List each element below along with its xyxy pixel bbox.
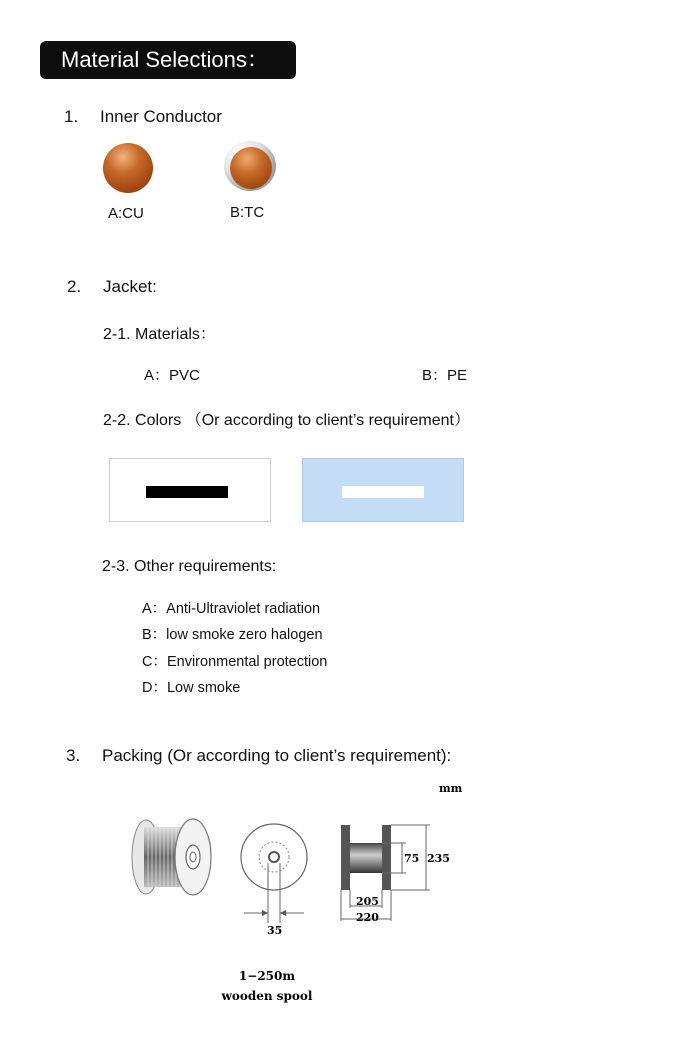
- inner-width-label: 205: [356, 895, 379, 908]
- requirement-item: D：Low smoke: [142, 680, 241, 696]
- spool-length-caption: 1−250m: [238, 969, 296, 983]
- requirement-item: A：Anti-Ultraviolet radiation: [142, 601, 321, 617]
- section-title: Packing (Or according to client’s requirement):: [102, 746, 452, 765]
- section-number: 3.: [66, 746, 81, 765]
- section-inner-conductor: [64, 107, 464, 129]
- material-option-pe: B：PE: [422, 367, 468, 384]
- section-title: Inner Conductor: [100, 107, 222, 126]
- other-requirements-heading: 2-3. Other requirements:: [102, 558, 277, 575]
- outer-width-label: 220: [356, 911, 379, 924]
- hole-diameter-label: 35: [267, 924, 283, 937]
- conductor-option-cu: A:CU: [108, 205, 144, 222]
- section-jacket: [67, 277, 367, 299]
- unit-label: mm: [439, 782, 463, 795]
- wooden-spool-diagram: [120, 775, 480, 1015]
- requirement-item: B：low smoke zero halogen: [142, 627, 323, 643]
- section-title: Jacket:: [103, 277, 157, 296]
- color-swatch-white: [302, 458, 464, 522]
- conductor-option-tc: B:TC: [230, 204, 265, 221]
- section-number: 2.: [67, 277, 82, 296]
- section-packing: [66, 746, 566, 768]
- materials-heading: 2-1. Materials：: [103, 326, 216, 343]
- spool-front-view: [241, 824, 307, 923]
- requirement-item: C：Environmental protection: [142, 654, 328, 670]
- material-option-pvc: A：PVC: [144, 367, 200, 384]
- tinned-copper-conductor-swatch: [230, 147, 272, 189]
- white-bar: [342, 486, 424, 498]
- color-swatch-black: [109, 458, 271, 522]
- spool-type-caption: wooden spool: [221, 989, 313, 1003]
- spool-perspective-view: [132, 819, 211, 895]
- colors-heading: 2-2. Colors （Or according to client’s requirement）: [103, 412, 470, 429]
- page-title: Material Selections：: [40, 41, 296, 79]
- section-number: 1.: [64, 107, 79, 126]
- flange-height-label: 235: [427, 852, 450, 865]
- black-bar: [146, 486, 228, 498]
- spool-side-view: [341, 825, 430, 921]
- copper-conductor-swatch: [103, 143, 153, 193]
- barrel-height-label: 75: [404, 852, 420, 865]
